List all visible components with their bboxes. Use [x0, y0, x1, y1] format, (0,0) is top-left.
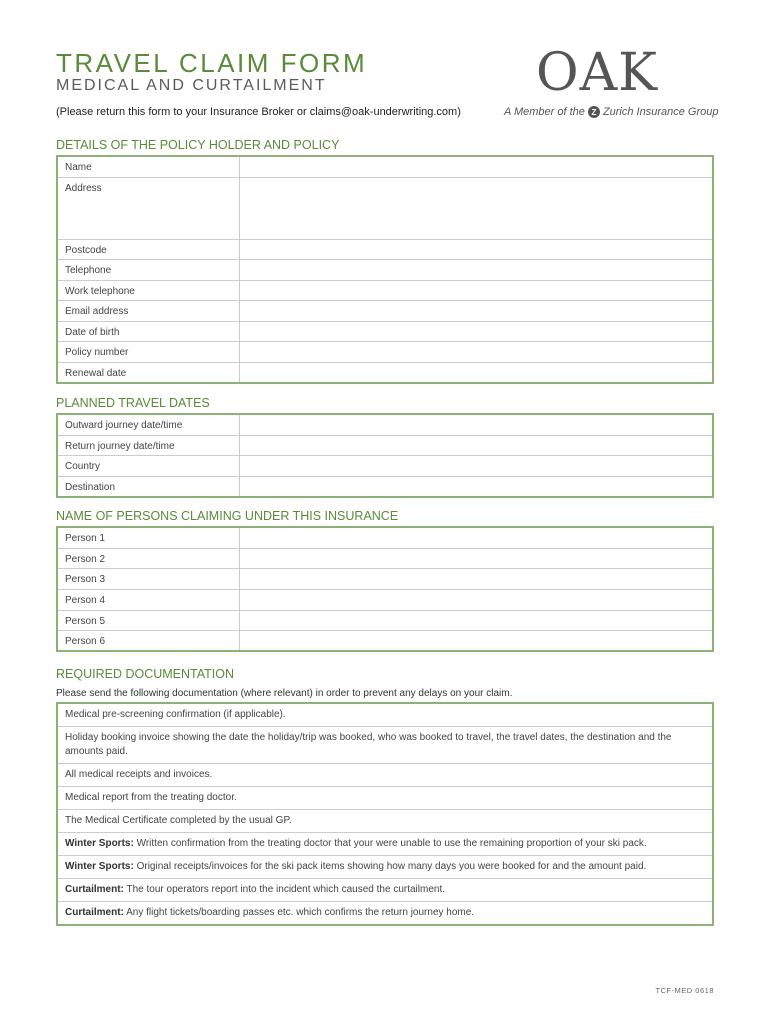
table-row	[57, 703, 713, 727]
doc-item	[57, 727, 713, 764]
doc-item-text: Original receipts/invoices for the ski pack items showing how many days you were booked for and the amount paid.	[133, 861, 647, 872]
table-row	[57, 362, 713, 383]
form-title: TRAVEL CLAIM FORM	[56, 48, 368, 78]
doc-item-text: Medical report from the treating doctor.	[65, 792, 237, 803]
table-row	[57, 177, 713, 239]
doc-item-text: The tour operators report into the incident which caused the curtailment.	[123, 884, 446, 895]
doc-item	[57, 879, 713, 902]
table-row	[57, 341, 713, 362]
person-5-input[interactable]	[239, 610, 713, 630]
field-label: Work telephone	[57, 280, 239, 300]
field-label: Policy number	[57, 341, 239, 362]
table-row	[57, 568, 713, 589]
date-of-birth-input[interactable]	[239, 321, 713, 341]
form-subtitle: MEDICAL AND CURTAILMENT	[56, 77, 327, 94]
table-row	[57, 259, 713, 280]
doc-item	[57, 810, 713, 833]
docs-section-heading: REQUIRED DOCUMENTATION	[56, 667, 235, 681]
return-journey-input[interactable]	[239, 435, 713, 455]
table-row	[57, 810, 713, 833]
person-2-input[interactable]	[239, 548, 713, 568]
person-1-input[interactable]	[239, 527, 713, 548]
work-telephone-input[interactable]	[239, 280, 713, 300]
documentation-table	[56, 702, 714, 926]
table-row	[57, 787, 713, 810]
table-row	[57, 630, 713, 651]
email-input[interactable]	[239, 300, 713, 321]
table-row	[57, 833, 713, 856]
person-6-input[interactable]	[239, 630, 713, 651]
doc-item	[57, 833, 713, 856]
doc-item	[57, 856, 713, 879]
table-row	[57, 610, 713, 630]
name-input[interactable]	[239, 156, 713, 177]
field-label: Person 1	[57, 527, 239, 548]
table-row	[57, 435, 713, 455]
doc-item	[57, 764, 713, 787]
table-row	[57, 321, 713, 341]
doc-item-prefix: Winter Sports:	[65, 838, 134, 849]
travel-table	[56, 413, 714, 498]
renewal-date-input[interactable]	[239, 362, 713, 383]
persons-table	[56, 526, 714, 652]
destination-input[interactable]	[239, 476, 713, 497]
table-row	[57, 764, 713, 787]
member-prefix: A Member of the	[504, 106, 585, 118]
table-row	[57, 414, 713, 435]
country-input[interactable]	[239, 455, 713, 476]
table-row	[57, 527, 713, 548]
field-label: Person 2	[57, 548, 239, 568]
field-label: Renewal date	[57, 362, 239, 383]
field-label: Address	[57, 177, 239, 239]
persons-section-heading: NAME OF PERSONS CLAIMING UNDER THIS INSURANCE	[56, 509, 399, 523]
travel-section-heading: PLANNED TRAVEL DATES	[56, 396, 210, 410]
table-row	[57, 727, 713, 764]
table-row	[57, 548, 713, 568]
doc-item-prefix: Curtailment:	[65, 884, 124, 895]
field-label: Person 6	[57, 630, 239, 651]
doc-item-prefix: Curtailment:	[65, 907, 124, 918]
field-label: Person 4	[57, 589, 239, 610]
person-4-input[interactable]	[239, 589, 713, 610]
member-suffix: Zurich Insurance Group	[602, 106, 719, 118]
table-row	[57, 589, 713, 610]
field-label: Outward journey date/time	[57, 414, 239, 435]
field-label: Person 3	[57, 568, 239, 589]
table-row	[57, 455, 713, 476]
field-label: Telephone	[57, 259, 239, 280]
table-row	[57, 476, 713, 497]
table-row	[57, 902, 713, 926]
doc-item-text: Holiday booking invoice showing the date the holiday/trip was booked, who was booked to travel, the travel dates, the destination and the amounts paid.	[65, 732, 672, 757]
doc-item-text: Any flight tickets/boarding passes etc. which confirms the return journey home.	[123, 907, 475, 918]
field-label: Return journey date/time	[57, 435, 239, 455]
doc-item-prefix: Winter Sports:	[65, 861, 134, 872]
policy-table	[56, 155, 714, 384]
postcode-input[interactable]	[239, 239, 713, 259]
zurich-logo-icon: Z	[588, 106, 600, 118]
address-input[interactable]	[239, 177, 713, 239]
doc-item	[57, 902, 713, 926]
doc-item-text: Medical pre-screening confirmation (if applicable).	[65, 709, 286, 720]
field-label: Country	[57, 455, 239, 476]
outward-journey-input[interactable]	[239, 414, 713, 435]
table-row	[57, 300, 713, 321]
table-row	[57, 156, 713, 177]
doc-item-text: The Medical Certificate completed by the usual GP.	[65, 815, 292, 826]
policy-section-heading: DETAILS OF THE POLICY HOLDER AND POLICY	[56, 138, 340, 152]
field-label: Name	[57, 156, 239, 177]
field-label: Email address	[57, 300, 239, 321]
doc-item-text: All medical receipts and invoices.	[65, 769, 213, 780]
zurich-member-line	[504, 106, 718, 118]
telephone-input[interactable]	[239, 259, 713, 280]
table-row	[57, 239, 713, 259]
field-label: Postcode	[57, 239, 239, 259]
table-row	[57, 879, 713, 902]
form-reference: TCF-MED 0618	[655, 986, 714, 995]
field-label: Date of birth	[57, 321, 239, 341]
table-row	[57, 280, 713, 300]
field-label: Person 5	[57, 610, 239, 630]
docs-intro: Please send the following documentation (where relevant) in order to prevent any delays on your claim.	[56, 688, 513, 699]
person-3-input[interactable]	[239, 568, 713, 589]
policy-number-input[interactable]	[239, 341, 713, 362]
doc-item-text: Written confirmation from the treating doctor that your were unable to use the remaining proportion of your ski pack.	[133, 838, 647, 849]
return-instructions: (Please return this form to your Insurance Broker or claims@oak-underwriting.com)	[56, 106, 461, 118]
table-row	[57, 856, 713, 879]
doc-item	[57, 787, 713, 810]
field-label: Destination	[57, 476, 239, 497]
oak-logo: OAK	[536, 43, 659, 103]
doc-item	[57, 703, 713, 727]
